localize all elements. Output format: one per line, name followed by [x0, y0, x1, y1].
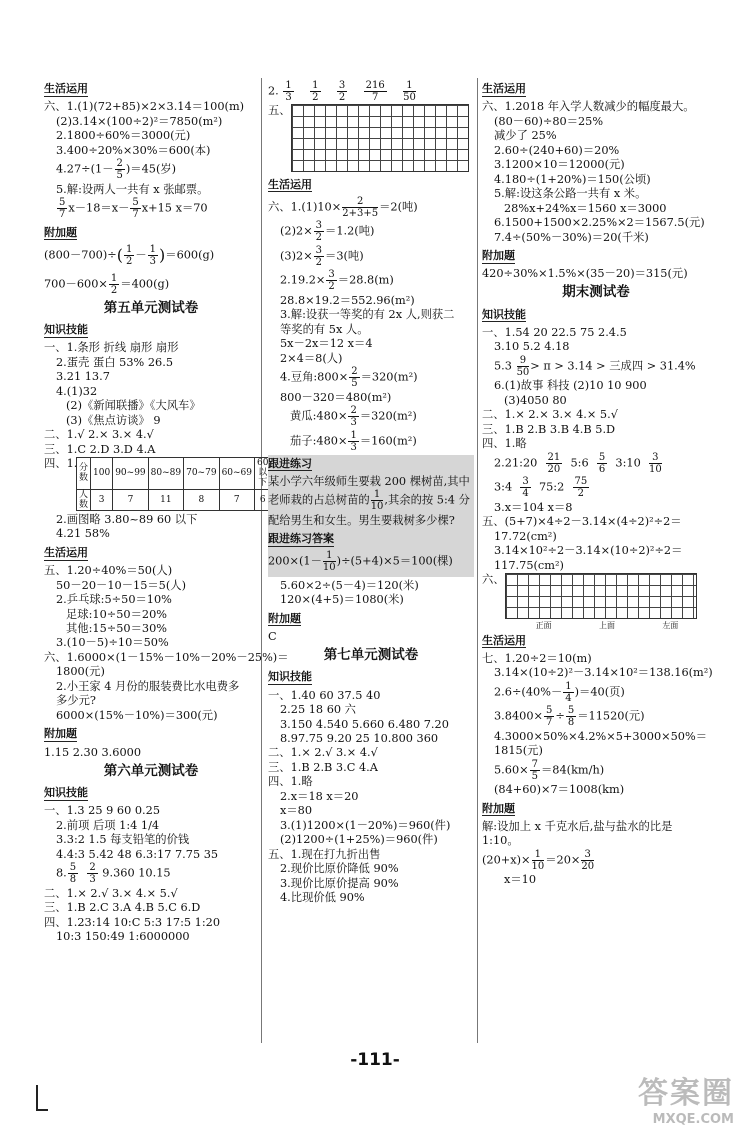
answer-line: 2. $\frac{1}{3}$ $\frac{1}{2}$ $\frac{3}{2}$ $\frac{216}{7}$ $\frac{1}{50}$ [268, 79, 416, 103]
column-1 [44, 78, 289, 945]
answer-line: 2.画图略 3.80~89 60 以下 [56, 512, 198, 526]
answer-line: 5x－2x＝12 x＝4 [280, 337, 373, 351]
answer-line: 四、1.23:14 10:C 5:3 17:5 1:20 [44, 915, 221, 929]
answer-line: 4.豆角:800× $\frac{2}{5}$ ＝320(m²) [280, 366, 418, 390]
answer-line: 3.x＝104 x＝8 [494, 500, 573, 514]
answer-line: 二、1.× 2.√ 3.× 4.× 5.√ [44, 886, 178, 900]
answer-line: (3)4050 80 [504, 393, 567, 407]
answer-line: 1.15 2.30 3.6000 [44, 745, 142, 759]
answer-line: 2.6÷(40%－ $\frac{1}{4}$ )＝40(页) [494, 680, 625, 704]
answer-line: (80－60)÷80＝25% [494, 114, 604, 128]
section-heading: 附加题 [482, 801, 515, 815]
caption-top: 上面 [598, 620, 615, 630]
answer-line: 5.解:设这条公路一共有 x 米。 [494, 187, 647, 201]
answer-line: (2)《新闻联播》《大风车》 [66, 399, 201, 413]
answer-line: (2)2× $\frac{3}{2}$ ＝1.2(吨) [280, 220, 375, 244]
table-cell: 70~79 [184, 457, 219, 489]
answer-line: 3:4 $\frac{3}{4}$ 75:2 $\frac{75}{2}$ [494, 476, 588, 500]
answer-line: 2×4＝8(人) [280, 351, 343, 365]
answer-line: 200×(1－ $\frac{1}{10}$ )÷(5+4)×5＝100(棵) [268, 550, 453, 574]
answer-line: 二、1.√ 2.× 3.× 4.√ [44, 428, 154, 442]
answer-line: (3)《焦点访谈》 9 [66, 413, 161, 427]
answer-line: 2.乒乓球:5÷50＝10% [56, 593, 172, 607]
answer-line: 2.小王家 4 月份的服装费比水电费多 [56, 679, 240, 693]
table-cell: 7 [219, 489, 254, 511]
column-3 [482, 78, 713, 888]
answer-line: 3.解:设获一等奖的有 2x 人,则获二 [280, 308, 455, 322]
answer-line: 五、 [268, 104, 474, 172]
answer-line: x＝10 [504, 873, 537, 887]
answer-line: 28.8×19.2＝552.96(m²) [280, 293, 415, 307]
fraction: $\frac{5}{7}$ [132, 197, 139, 221]
answer-line: 2.60÷(240+60)＝20% [494, 143, 620, 157]
answer-line: 8. $\frac{5}{8}$ $\frac{2}{3}$ 9.360 10.15 [56, 862, 171, 886]
answer-line: 6.1500+1500×2.25%×2＝1567.5(元) [494, 216, 705, 230]
section-heading: 附加题 [482, 248, 515, 262]
answer-line: 三、1.B 2.C 3.A 4.B 5.C 6.D [44, 901, 201, 915]
answer-line: 四、1.略 [482, 437, 527, 451]
answer-line: 4.比现价低 90% [280, 891, 365, 905]
unit-title: 第七单元测试卷 [323, 646, 419, 663]
answer-line: 茄子:480× $\frac{1}{3}$ ＝160(m²) [290, 429, 417, 453]
answer-line: (84+60)×7＝1008(km) [494, 783, 625, 797]
answer-line: 7.4÷(50%－30%)＝20(千米) [494, 230, 649, 244]
answer-line: 2.x＝18 x＝20 [280, 789, 359, 803]
answer-line: 四、1.略 [268, 775, 313, 789]
answer-line: 六、 [482, 573, 710, 619]
answer-line: 三、1.C 2.D 3.D 4.A [44, 442, 156, 456]
answer-line: 老师栽的占总树苗的 $\frac{1}{10}$ ,其余的按 5:4 分 [268, 489, 470, 513]
watermark-text: 答案圈 [638, 1076, 734, 1111]
answer-line: 二、1.× 2.× 3.× 4.× 5.√ [482, 408, 618, 422]
section-heading: 跟进练习答案 [268, 532, 334, 546]
answer-line: 700－600× $\frac{1}{2}$ ＝400(g) [44, 272, 170, 296]
answer-line: 6.(1)故事 科技 (2)10 10 900 [494, 379, 647, 393]
section-heading: 生活运用 [268, 177, 312, 191]
answer-line: 5.60× $\frac{7}{5}$ ＝84(km/h) [494, 758, 605, 782]
answer-line: 3.21 13.7 [56, 370, 110, 384]
answer-line: 50－20－10－15＝5(人) [56, 578, 186, 592]
table-cell: 人数 [77, 489, 91, 511]
table-cell: 7 [113, 489, 148, 511]
corner-mark [36, 1085, 48, 1111]
unit-title: 第六单元测试卷 [103, 762, 199, 779]
answer-line: 4.21 58% [56, 527, 110, 541]
answer-line: 1815(元) [494, 744, 543, 758]
views-grid-drawing [505, 573, 697, 619]
answer-line: C [268, 629, 277, 643]
answer-line: 足球:10÷50＝20% [66, 607, 168, 621]
section-heading: 知识技能 [482, 307, 526, 321]
answer-line: 5.60×2÷(5－4)＝120(米) [280, 578, 419, 592]
answer-line: 2.25 18 60 六 [280, 703, 356, 717]
answer-line: 3.(10－5)÷10＝50% [56, 636, 169, 650]
table-cell: 60~69 [219, 457, 254, 489]
watermark-url: MXQE.COM [652, 1112, 734, 1127]
caption-front: 正面 [535, 620, 552, 630]
section-heading: 生活运用 [44, 545, 88, 559]
answer-line: 2.蛋壳 蛋白 53% 26.5 [56, 355, 174, 369]
section-heading: 附加题 [268, 611, 301, 625]
answer-line: (3)2× $\frac{3}{2}$ ＝3(吨) [280, 244, 364, 268]
section-heading: 生活运用 [44, 82, 88, 95]
answer-line: 6000×(15%－10%)＝300(元) [56, 708, 218, 722]
answer-line: 黄瓜:480× $\frac{2}{3}$ ＝320(m²) [290, 405, 417, 429]
answer-line: 2.19.2× $\frac{3}{2}$ ＝28.8(m) [280, 269, 394, 293]
answer-line: 2.1800÷60%＝3000(元) [56, 129, 191, 143]
answer-line: 其他:15÷50＝30% [66, 621, 168, 635]
table-cell: 11 [148, 489, 183, 511]
table-cell: 6 [255, 489, 271, 511]
answer-line: $\frac{5}{7}$ x－18＝x－ $\frac{5}{7}$ x+15 x＝70 [59, 197, 208, 221]
answer-line: 减少了 25% [494, 129, 557, 143]
section-heading: 跟进练习 [268, 456, 312, 470]
answer-line: 2.现价比原价降低 90% [280, 862, 399, 876]
answer-line: 4.27÷(1－ $\frac{2}{5}$ )＝45(岁) [56, 158, 177, 182]
view-captions [512, 621, 702, 630]
answer-line: 4.(1)32 [56, 384, 98, 398]
section-heading: 知识技能 [268, 670, 312, 684]
answer-line: 一、1.54 20 22.5 75 2.4.5 [482, 325, 627, 339]
watermark-logo [638, 1068, 734, 1127]
answer-line: 五、1.20÷40%＝50(人) [44, 564, 173, 578]
table-cell: 分数 [77, 457, 91, 489]
answer-line: 800－320＝480(m²) [280, 390, 392, 404]
answer-line: 2.21:20 $\frac{21}{20}$ 5:6 $\frac{5}{6}$ 3:10 $\frac{3}{10}$ [494, 451, 662, 475]
answer-line: 二、1.× 2.√ 3.× 4.√ [268, 746, 378, 760]
answer-line: 多少元? [56, 694, 96, 708]
answer-line: (20+x)× $\frac{1}{10}$ ＝20× $\frac{3}{20}$ [482, 848, 595, 872]
answer-line: 10:3 150:49 1:6000000 [56, 930, 190, 944]
answer-line: 六、1.6000×(1－15%－10%－20%－25%)＝ [44, 650, 289, 664]
fraction: $\frac{2}{5}$ [116, 158, 123, 182]
answer-line: 六、1.(1)(72+85)×2×3.14＝100(m) [44, 100, 245, 114]
answer-line: 3.400÷20%×30%＝600(本) [56, 143, 211, 157]
answer-line: 某小学六年级师生要栽 200 棵树苗,其中 [268, 474, 470, 488]
answer-line: 17.72(cm²) [494, 529, 557, 543]
answer-line: 五、(5+7)×4÷2－3.14×(4÷2)²÷2＝ [482, 515, 682, 529]
answer-line: 六、1.(1)10× $\frac{2}{2+3+5}$ ＝2(吨) [268, 195, 418, 219]
answer-line: 三、1.B 2.B 3.B 4.B 5.D [482, 422, 616, 436]
section-heading: 知识技能 [44, 323, 88, 337]
answer-line: 七、1.20÷2＝10(m) [482, 651, 592, 665]
answer-line: 五、1.现在打九折出售 [268, 847, 381, 861]
answer-line: 5.解:设两人一共有 x 张邮票。 [56, 182, 209, 196]
table-cell: 100 [91, 457, 113, 489]
unit-title: 第五单元测试卷 [103, 299, 199, 316]
table-cell: 3 [91, 489, 113, 511]
section-heading: 附加题 [44, 727, 77, 741]
answer-line: 1:10。 [482, 834, 519, 848]
answer-line: 六、1.2018 年入学人数减少的幅度最大。 [482, 100, 695, 114]
answer-line: 4.180÷(1+20%)＝150(公顷) [494, 172, 651, 186]
section-heading: 附加题 [44, 225, 77, 239]
grid-drawing [291, 104, 469, 172]
fraction: $\frac{5}{7}$ [59, 197, 66, 221]
answer-line: (2)3.14×(100÷2)²＝7850(m²) [56, 114, 223, 128]
answer-line: 解:设加上 x 千克水后,盐与盐水的比是 [482, 819, 673, 833]
answer-line: x＝80 [280, 804, 313, 818]
answer-line: (800－700)÷( $\frac{1}{2}$ － $\frac{1}{3}$ )＝600(g) [44, 243, 215, 267]
answer-line: 一、1.40 60 37.5 40 [268, 688, 381, 702]
answer-line: 5.3 $\frac{9}{50}$ > π > 3.14 > 三成四 > 31.4% [494, 354, 696, 378]
answer-line: 3.1200×10＝12000(元) [494, 158, 625, 172]
section-heading: 知识技能 [44, 786, 88, 800]
section-heading: 生活运用 [482, 633, 526, 647]
answer-line: 3.150 4.540 5.660 6.480 7.20 [280, 717, 449, 731]
page-number: -111- [350, 1050, 400, 1070]
answer-line: 4.3000×50%×4.2%×5+3000×50%＝ [494, 729, 708, 743]
answer-line: 3.3:2 1.5 每支铅笔的价钱 [56, 833, 190, 847]
follow-up-practice [268, 455, 474, 577]
answer-line: 三、1.B 2.B 3.C 4.A [268, 760, 378, 774]
answer-line: 等奖的有 5x 人。 [280, 322, 369, 336]
answer-line: 3.14×10²÷2－3.14×(10÷2)²÷2＝ [494, 544, 683, 558]
answer-line: 4.4:3 5.42 48 6.3:17 7.75 35 [56, 847, 219, 861]
answer-line: 1800(元) [56, 665, 105, 679]
answer-line: 四、1. [44, 457, 78, 471]
answer-line: (2)1200÷(1+25%)＝960(件) [280, 833, 438, 847]
answer-line: 8.97.75 9.20 25 10.800 360 [280, 732, 439, 745]
answer-line: 一、1.3 25 9 60 0.25 [44, 804, 161, 818]
answer-line: 117.75(cm²) [494, 558, 564, 572]
answer-line: 3.(1)1200×(1－20%)＝960(件) [280, 818, 451, 832]
table-cell: 90~99 [113, 457, 148, 489]
answer-line: 3.14×(10÷2)²－3.14×10²＝138.16(m²) [494, 666, 713, 680]
answer-line: 一、1.条形 折线 扇形 扇形 [44, 341, 179, 355]
caption-left: 左面 [662, 620, 679, 630]
section-heading: 生活运用 [482, 82, 526, 95]
answer-line: 3.现价比原价提高 90% [280, 876, 399, 890]
answer-line: 120×(4+5)＝1080(米) [280, 593, 404, 607]
answer-line: 3.8400× $\frac{5}{7}$ ÷ $\frac{5}{8}$ ＝11520(元) [494, 705, 645, 729]
table-cell: 80~89 [148, 457, 183, 489]
answer-line: 28%x+24%x＝1560 x＝3000 [504, 201, 667, 215]
column-divider-2 [477, 78, 478, 1043]
answer-line: 配给男生和女生。男生要栽树多少棵? [268, 513, 455, 527]
answer-line: 420÷30%×1.5%×(35－20)＝315(元) [482, 267, 688, 281]
answer-line: 2.前项 后项 1:4 1/4 [56, 818, 160, 832]
unit-title: 期末测试卷 [562, 284, 630, 301]
score-table [76, 457, 271, 512]
answer-line: 3.10 5.2 4.18 [494, 340, 570, 354]
table-cell: 8 [184, 489, 219, 511]
table-cell: 60以下 [255, 457, 271, 489]
column-divider-1 [261, 78, 262, 1043]
column-2 [268, 78, 474, 906]
